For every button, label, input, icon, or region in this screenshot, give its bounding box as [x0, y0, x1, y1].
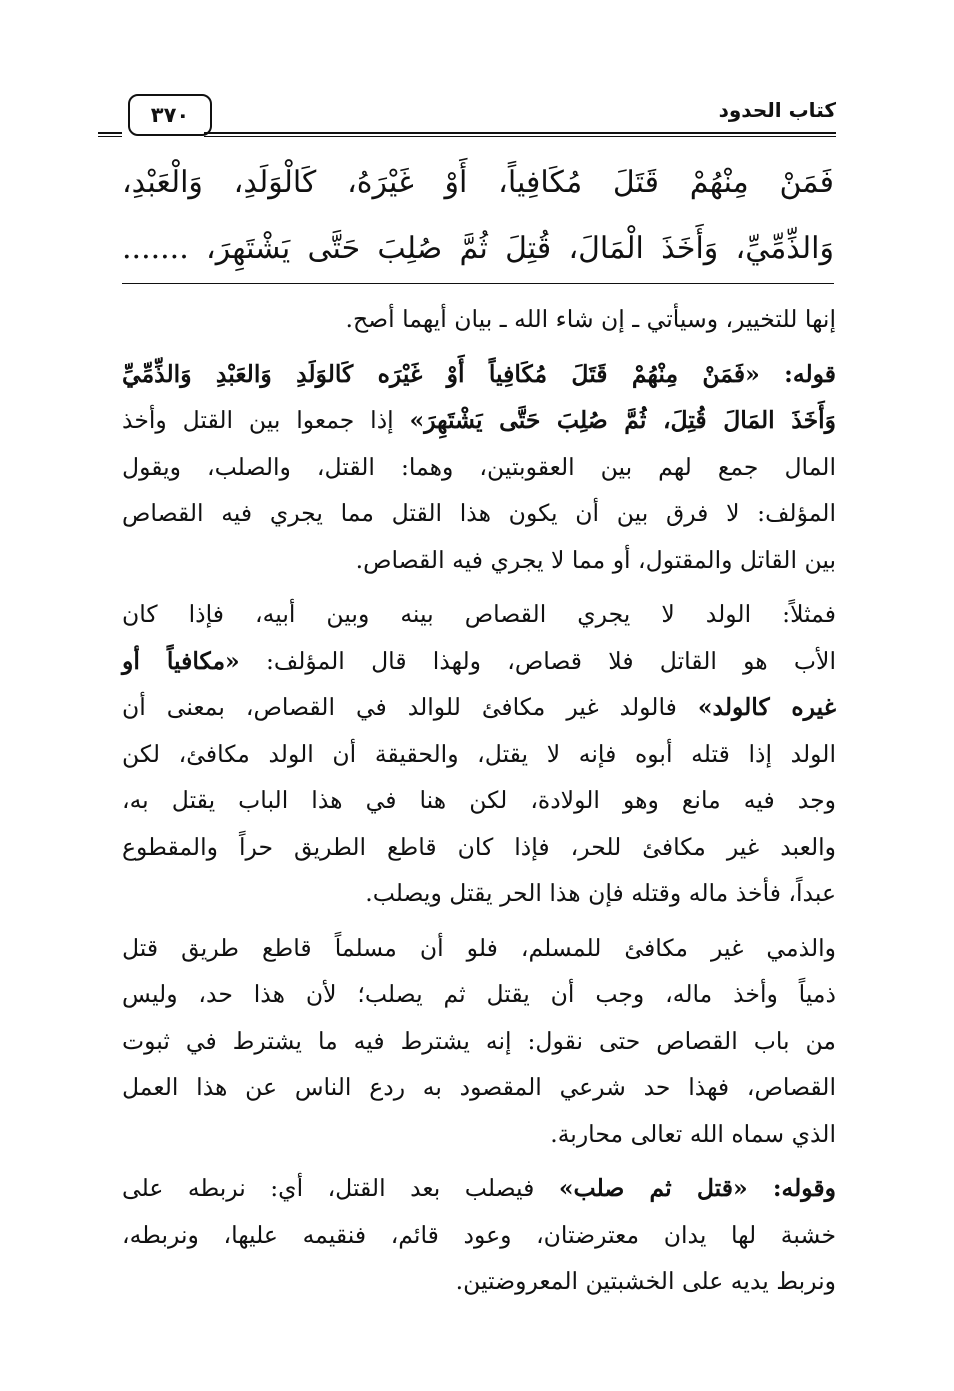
quote-line: قوله: «فَمَنْ مِنْهُمْ قَتَلَ مُكَافِياً أَوْ غَيْرَه كَالوَلَدِ وَالعَبْدِ وَالذِّمِّيِّ: [122, 359, 836, 388]
text-line: خشبة لها يدان معترضتان، وعود قائم، فنقيمه عليها، ونربطه،: [122, 1220, 836, 1249]
commentary: [122, 296, 836, 1313]
quote-text: وَأَخَذَ المَالَ قُتِلَ، ثُمَّ صُلِبَ حَتَّى يَشْتَهِرَ»: [409, 406, 836, 434]
text-line: ونربط يديه على الخشبتين المعروضتين.: [455, 1267, 836, 1295]
text-line: من باب القصاص حتى نقول: إنه يشترط فيه ما يشترط في ثبوت: [122, 1026, 836, 1055]
header-rule: [204, 132, 836, 134]
line-text: فالولد غير مكافئ للوالد في القصاص، بمعنى أن: [122, 693, 698, 721]
paragraph: [122, 351, 836, 584]
header-rule: [204, 136, 836, 137]
header-rule: [98, 132, 122, 134]
matn-line: وَالذِّمِّيِّ، وَأَخَذَ الْمَالَ، قُتِلَ ثُمَّ صُلِبَ حَتَّى يَشْتَهِرَ، .......: [122, 231, 834, 266]
matn-text: [122, 150, 834, 282]
paragraph: [122, 296, 836, 343]
page-number: ٣٧٠: [128, 94, 212, 136]
quote-text: وقوله: «قتل ثم صلب»: [558, 1174, 837, 1202]
paragraph: [122, 1165, 836, 1305]
text-line: [122, 684, 836, 731]
text-line: القصاص، فهذا حد شرعي المقصود به ردع الناس عن هذا العمل: [122, 1073, 836, 1101]
text-line: وجد فيه مانع وهو الولادة، لكن هنا في هذا الباب يقتل به،: [122, 786, 836, 814]
text-line: الولد إذا قتله أبوه فإنه لا يقتل، والحقيقة أن الولد مكافئ، لكن: [122, 739, 836, 768]
paragraph: [122, 591, 836, 917]
page-header: [118, 92, 836, 142]
paragraph: [122, 925, 836, 1158]
text-line: المؤلف: لا فرق بين أن يكون هذا القتل مما يجري فيه القصاص: [122, 499, 836, 527]
text-line: والعبد غير مكافئ للحر، فإذا كان قاطع الطريق حراً والمقطوع: [122, 832, 836, 861]
text-line: [122, 397, 836, 444]
quote-text: «مكافياً أو: [122, 646, 240, 675]
header-rule: [98, 136, 122, 137]
line-text: الأب هو القاتل فلا قصاص، ولهذا قال المؤلف:: [239, 646, 836, 675]
line-text: فيصلب بعد القتل، أي: نربطه على: [122, 1174, 559, 1202]
matn-line: فَمَنْ مِنْهُمْ قَتَلَ مُكَافِياً، أَوْ غَيْرَهُ، كَالْوَلَدِ، وَالْعَبْدِ،: [122, 165, 834, 200]
text-line: عبداً، فأخذ ماله وقتله فإن هذا الحر يقتل ويصلب.: [365, 879, 836, 907]
matn-divider: [122, 283, 834, 284]
line-text: إذا جمعوا بين القتل وأخذ: [122, 406, 410, 434]
text-line: المال جمع لهم بين العقوبتين، وهما: القتل، والصلب، ويقول: [122, 452, 836, 481]
text-line: [122, 1165, 836, 1212]
text-line: والذمي غير مكافئ للمسلم، فلو أن مسلماً قاطع طريق قتل: [122, 933, 836, 962]
running-title: كتاب الحدود: [718, 98, 836, 122]
text-line: فمثلاً: الولد لا يجري القصاص بينه وبين أبيه، فإذا كان: [122, 600, 836, 628]
text-line: ذمياً وأخذ ماله، وجب أن يقتل ثم يصلب؛ لأن هذا حد، وليس: [122, 980, 836, 1008]
text-line: [122, 638, 836, 685]
text-line: إنها للتخيير، وسيأتي ـ إن شاء الله ـ بيان أيهما أصح.: [345, 305, 836, 333]
text-line: الذي سماه الله تعالى محاربة.: [550, 1119, 836, 1148]
text-line: بين القاتل والمقتول، أو مما لا يجري فيه القصاص.: [355, 545, 836, 574]
quote-text: غيره كالولد»: [697, 693, 837, 721]
